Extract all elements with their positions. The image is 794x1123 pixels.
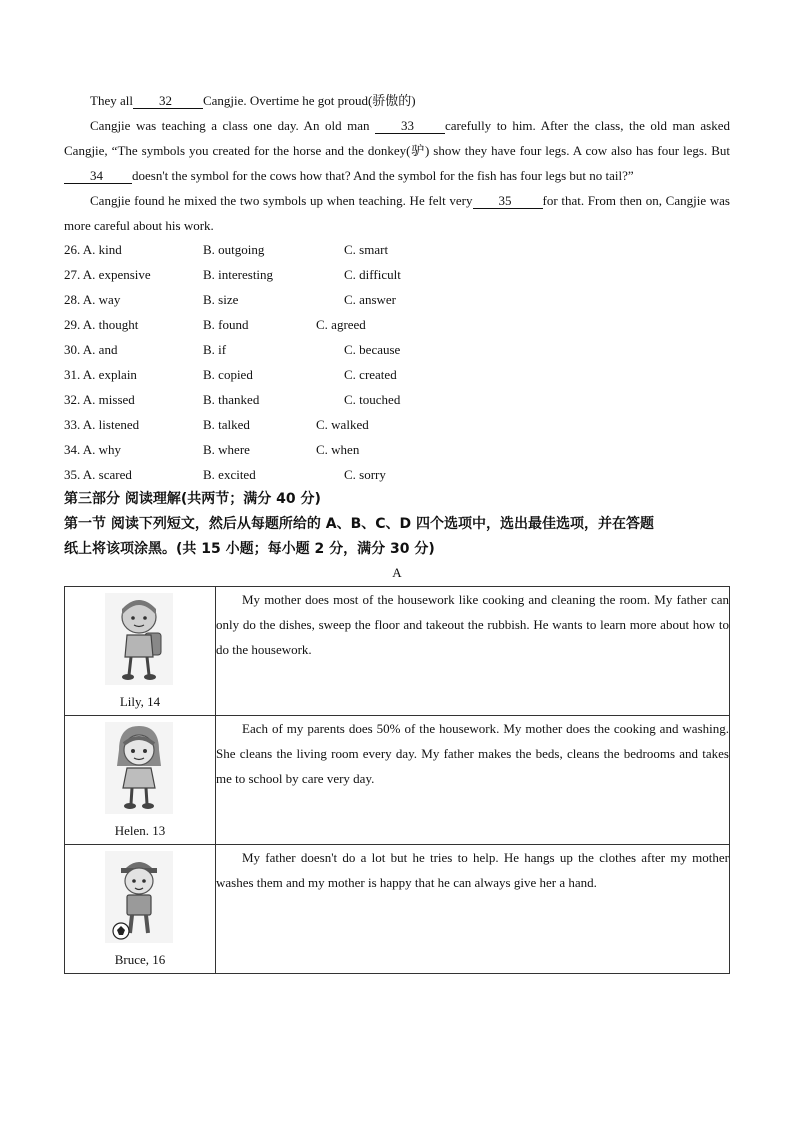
question-27-options	[64, 262, 664, 287]
profile-text: My mother does most of the housework like cooking and cleaning the room. My father can only do the dishes, sweep the floor and takeout the rubbish. He wants to learn more about how to do the housework.	[216, 587, 730, 716]
option-b: B. thanked	[203, 392, 260, 407]
table-row	[65, 716, 730, 845]
option-c: C. created	[344, 367, 397, 382]
passage-paragraph-1	[64, 88, 730, 113]
option-c: C. touched	[344, 392, 401, 407]
option-b: B. talked	[203, 417, 250, 432]
girl-with-backpack-illustration	[105, 593, 173, 685]
option-a: 31. A. explain	[64, 367, 137, 382]
option-a: 29. A. thought	[64, 317, 139, 332]
paragraph-text: Cangjie. Overtime he got proud(骄傲的)	[202, 93, 416, 108]
option-b: B. interesting	[203, 267, 274, 282]
table-row	[65, 587, 730, 716]
profile-picture-cell	[65, 587, 216, 716]
option-b: B. found	[203, 317, 249, 332]
blank-35: 35	[473, 194, 543, 209]
passage-letter: A	[392, 565, 402, 580]
question-28-options	[64, 287, 664, 312]
girl-illustration	[105, 722, 173, 814]
option-b: B. if	[203, 342, 227, 357]
profile-text: Each of my parents does 50% of the housework. My mother does the cooking and washing. She cleans the living room every day. My father makes the beds, cleans the bedrooms and takes me to school by care very day.	[216, 716, 730, 845]
option-c: C. answer	[344, 292, 396, 307]
section1-instruction-line2: 纸上将该项涂黑。(共 15 小题；每小题 2 分，满分 30 分)	[64, 541, 435, 557]
profile-caption: Helen. 13	[114, 823, 166, 838]
option-a: 33. A. listened	[64, 417, 140, 432]
option-c: C. when	[316, 442, 360, 457]
part3-title: 第三部分 阅读理解(共两节；满分 40 分)	[64, 491, 321, 507]
option-b: B. excited	[203, 467, 256, 482]
option-c: C. agreed	[316, 317, 366, 332]
blank-33: 33	[375, 119, 445, 134]
passage-paragraph-3	[64, 188, 730, 238]
blank-32: 32	[133, 94, 203, 109]
profile-caption: Lily, 14	[119, 694, 161, 709]
answer-options	[64, 237, 664, 487]
question-35-options	[64, 462, 664, 487]
question-34-options	[64, 437, 664, 462]
question-26-options	[64, 237, 664, 262]
table-row	[65, 845, 730, 974]
profile-caption: Bruce, 16	[114, 952, 166, 967]
option-a: 28. A. way	[64, 292, 121, 307]
profile-text: My father doesn't do a lot but he tries to help. He hangs up the clothes after my mother washes them and my mother is happy that he can always give her a hand.	[216, 845, 730, 974]
option-a: 34. A. why	[64, 442, 122, 457]
option-a: 32. A. missed	[64, 392, 135, 407]
paragraph-text: Cangjie found he mixed the two symbols up when teaching. He felt very	[90, 193, 473, 208]
option-b: B. size	[203, 292, 239, 307]
passage-paragraph-2	[64, 113, 730, 188]
option-a: 27. A. expensive	[64, 267, 151, 282]
profiles-table	[64, 586, 730, 974]
profile-picture-cell	[65, 716, 216, 845]
option-c: C. walked	[316, 417, 369, 432]
paragraph-text: carefully to him. After the class, the old man asked Cangjie, “The symbols you created for the horse and the donkey(驴) show they have four legs. A cow also has four legs. But	[64, 118, 730, 158]
option-c: C. smart	[344, 242, 389, 257]
option-c: C. because	[344, 342, 401, 357]
option-b: B. copied	[203, 367, 253, 382]
option-c: C. sorry	[344, 467, 386, 482]
paragraph-text: doesn't the symbol for the cows how that? And the symbol for the fish has four legs but no tail?”	[132, 168, 634, 183]
section1-instruction-line1: 第一节 阅读下列短文，然后从每题所给的 A、B、C、D 四个选项中，选出最佳选项，并在答题	[64, 516, 655, 532]
question-30-options	[64, 337, 664, 362]
paragraph-text: for that. From then on, Cangjie was more careful about his work.	[64, 193, 730, 233]
blank-34: 34	[64, 169, 132, 184]
boy-with-football-illustration	[105, 851, 173, 943]
option-a: 30. A. and	[64, 342, 118, 357]
option-b: B. outgoing	[203, 242, 265, 257]
option-a: 35. A. scared	[64, 467, 132, 482]
paragraph-text: They all	[90, 93, 133, 108]
question-29-options	[64, 312, 664, 337]
question-32-options	[64, 387, 664, 412]
question-33-options	[64, 412, 664, 437]
option-b: B. where	[203, 442, 250, 457]
option-a: 26. A. kind	[64, 242, 122, 257]
profile-picture-cell	[65, 845, 216, 974]
question-31-options	[64, 362, 664, 387]
option-c: C. difficult	[344, 267, 401, 282]
paragraph-text: Cangjie was teaching a class one day. An old man	[90, 118, 375, 133]
